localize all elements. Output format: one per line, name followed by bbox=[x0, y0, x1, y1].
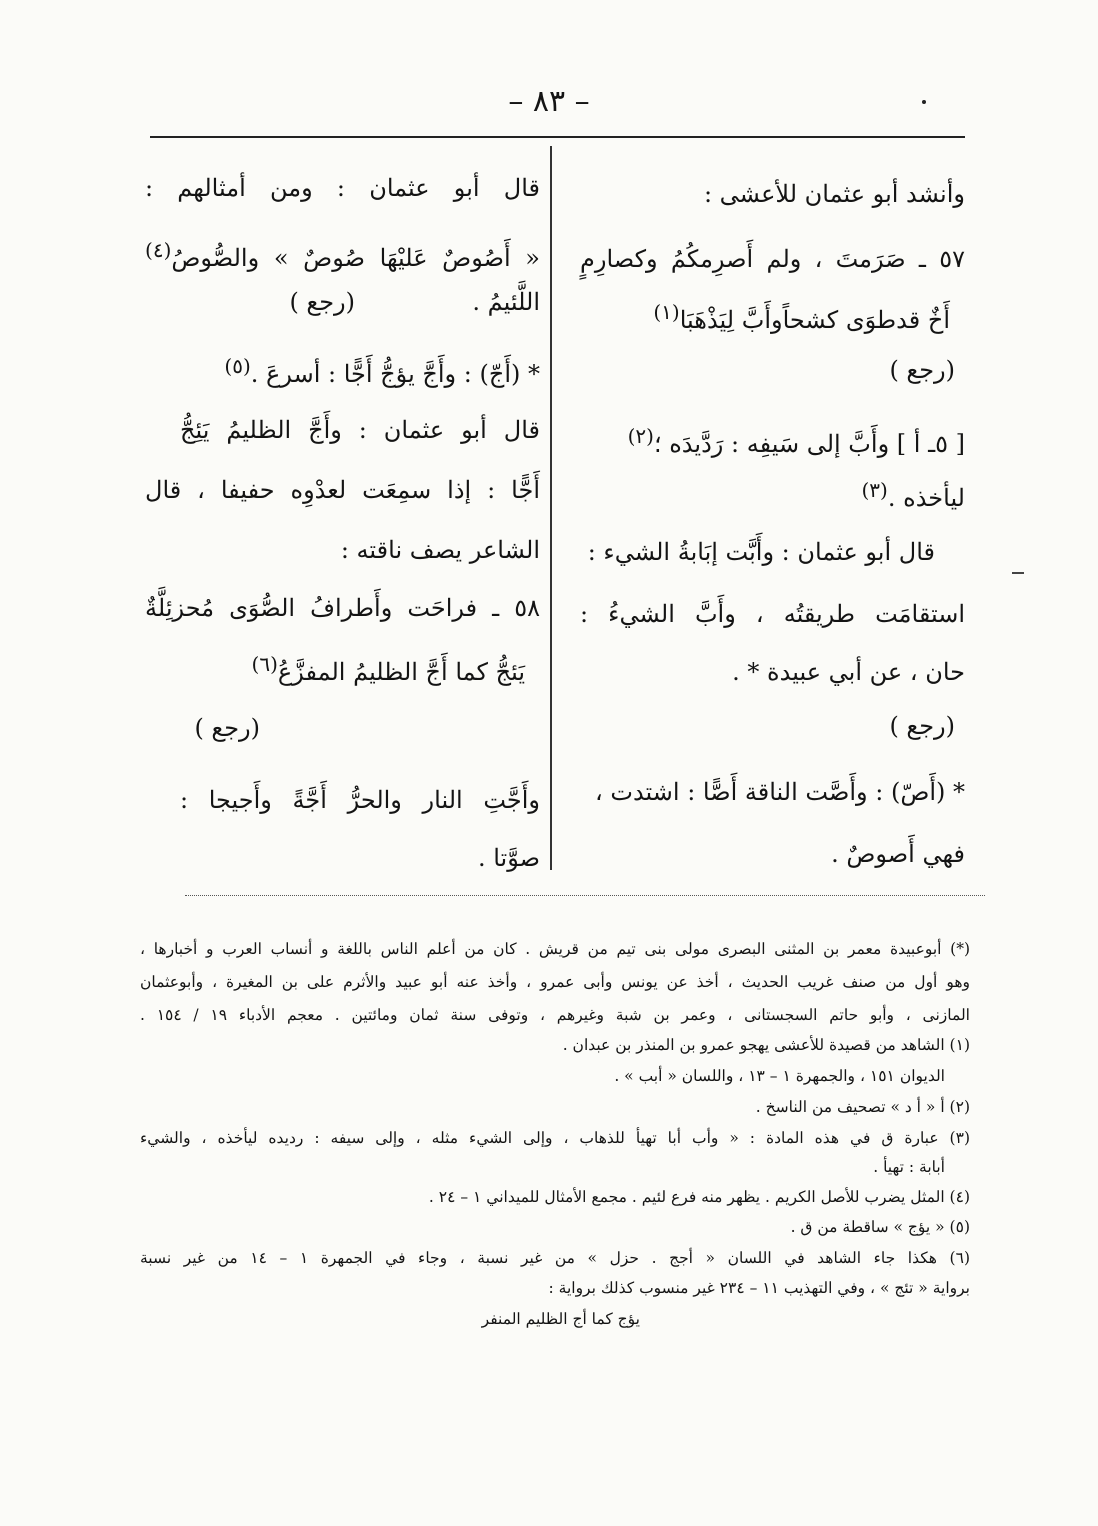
footnote-line: (٣) عبارة ق في هذه المادة : « وأب أبا تهيأ للذهاب ، وإلى الشيء مثله ، وإلى سيفه : رديده ليأخذه ، والشيء bbox=[140, 1129, 970, 1147]
footnote-line: المازنى ، وأبو حاتم السجستانى ، وعمر بن شبة وغيرهم ، وتوفى سنة ثمان ومائتين . معجم الأدباء ١٩ / ١٥٤ . bbox=[140, 1006, 970, 1024]
rajaz-marker: (رجع ) bbox=[194, 714, 260, 742]
text-line: استقامَت طريقتُه ، وأَبَّ الشيءُ : bbox=[580, 600, 965, 628]
text-line: [ ٥ـ أ ] وأَبَّ إلى سَيفِه : رَدَّيدَه ؛$^{(٢)}$ bbox=[627, 424, 965, 458]
text-line: أَجًّا : إذا سمِعَت لعدْوِه حفيفا ، قال bbox=[145, 476, 540, 504]
text-line: ليأخذه .$^{(٣)}$ bbox=[861, 478, 965, 512]
text-line: قال أبو عثمان : وأَجَّ الظليمُ يَئِجُّ bbox=[180, 416, 540, 444]
footnote-line: (٢) أ « أ د » تصحيف من الناسخ . bbox=[755, 1098, 970, 1116]
footnote-line: (*) أبوعبيدة معمر بن المثنى البصرى مولى بنى تيم من قريش . كان من أعلم الناس باللغة و أنساب العرب و أخبارها ، bbox=[140, 940, 970, 958]
proverb-line: « أَصُوصٌ عَليْهَا صُوصٌ » والصُّوصُ$^{(٤)}$ bbox=[145, 238, 540, 272]
footnote-ref: (٦) bbox=[251, 652, 278, 676]
footnote-ref: (٣) bbox=[861, 478, 888, 502]
footnote-separator bbox=[185, 895, 985, 896]
footnote-ref: (٥) bbox=[224, 354, 251, 378]
text-line: قال أبو عثمان : ومن أمثالهم : bbox=[145, 174, 540, 202]
margin-mark bbox=[1012, 572, 1024, 574]
footnote-line: أبابة : تهيأ . bbox=[873, 1158, 945, 1176]
text-line: اللَّئيمُ . bbox=[472, 288, 540, 316]
entry-heading: * (أَجّ) : وأَجَّ يؤجُّ أَجًّا : أسرعَ .$^{(٥)}$ bbox=[224, 354, 540, 388]
top-rule bbox=[150, 136, 965, 138]
text-line: وأَجَّتِ النار والحرُّ أَجَّةً وأَجيجا : bbox=[180, 786, 540, 814]
column-divider bbox=[550, 146, 552, 870]
footnote-line: (١) الشاهد من قصيدة للأعشى يهجو عمرو بن المنذر بن عبدان . bbox=[562, 1036, 970, 1054]
text-line: فهي أَصوصٌ . bbox=[831, 840, 965, 868]
footnote-line: (٤) المثل يضرب للأصل الكريم . يظهر منه فرع لئيم . مجمع الأمثال للميداني ١ – ٢٤ . bbox=[428, 1188, 970, 1206]
footnote-line: الديوان ١٥١ ، والجمهرة ١ – ١٣ ، واللسان « أبب » . bbox=[614, 1067, 945, 1085]
footnote-line: وهو أول من صنف غريب الحديث ، أخذ عن يونس وأبى عمرو ، وأخذ عنه أبو عبيد والأثرم على بن المغيرة ، وأبوعثمان bbox=[140, 973, 970, 991]
verse-line: ٥٧ ـ صَرَمتَ ، ولم أَصرِمكُمُ وكصارِمٍ bbox=[580, 245, 965, 273]
rajaz-marker: (رجع ) bbox=[889, 712, 955, 740]
text-line: قال أبو عثمان : وأَبَّت إبَابةُ الشيء : bbox=[587, 538, 935, 566]
footnote-ref: (١) bbox=[653, 300, 680, 324]
rajaz-marker: (رجع ) bbox=[289, 288, 355, 316]
text-line: الشاعر يصف ناقته : bbox=[340, 536, 540, 564]
text-line: حان ، عن أبي عبيدة * . bbox=[732, 658, 965, 686]
page-number: – ٨٣ – bbox=[508, 84, 590, 119]
text-line: وأنشد أبو عثمان للأعشى : bbox=[703, 180, 965, 208]
verse-line: أَخٌ قدطوَى كشحاًوأَبَّ لِيَذْهَبَا$^{(١)}$ bbox=[653, 300, 950, 334]
rajaz-marker: (رجع ) bbox=[889, 356, 955, 384]
footnote-line: (٦) هكذا جاء الشاهد في اللسان « أجج . حزل » من غير نسبة ، وجاء في الجمهرة ١ – ١٤ من غير نسبة bbox=[140, 1249, 970, 1267]
verse-line: ٥٨ ـ فراحَت وأَطرافُ الصُّوَى مُحزئِلَّةٌ bbox=[145, 594, 540, 622]
footnote-line: يؤج كما أج الظليم المنفر bbox=[481, 1310, 640, 1328]
verse-line: يَئجُّ كما أَجَّ الظليمُ المفزَّعُ$^{(٦)}$ bbox=[251, 652, 525, 686]
footnote-ref: (٤) bbox=[145, 238, 172, 262]
footnote-line: (٥) « يؤج » ساقطة من ق . bbox=[790, 1218, 970, 1236]
text-line: صوَّتا . bbox=[477, 844, 540, 872]
footnote-ref: (٢) bbox=[627, 424, 654, 448]
entry-heading: * (أَصّ) : وأَصَّت الناقة أَصًّا : اشتدت ، bbox=[594, 778, 965, 806]
footnote-line: برواية « تئج » ، وفي التهذيب ١١ – ٢٣٤ غير منسوب كذلك برواية : bbox=[548, 1279, 970, 1297]
